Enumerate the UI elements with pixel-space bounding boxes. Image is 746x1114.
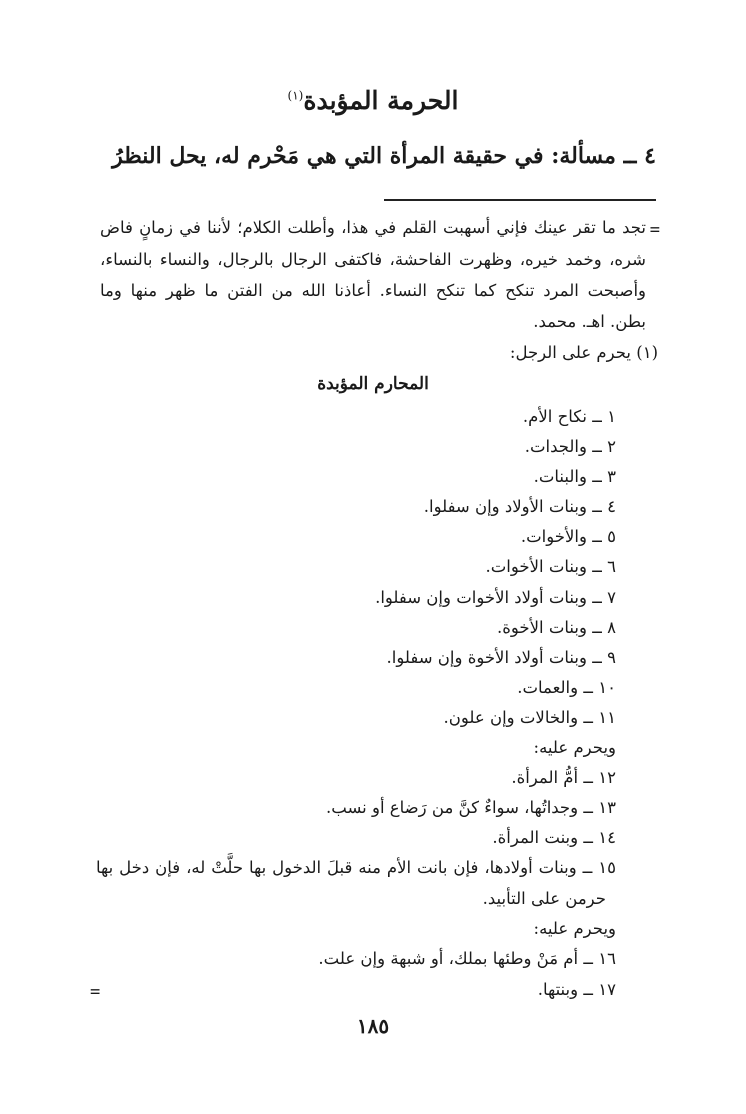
footnote-marker: (١) [636, 343, 658, 362]
section-title-text: الحرمة المؤبدة [303, 86, 459, 115]
list-item: ١٧ ــ وبنتها. [537, 980, 616, 999]
footnote-prev-line-1: تجد ما تقر عينك فإني أسهبت القلم في هذا، وأطلت الكلام؛ لأننا في زمانٍ فاض [100, 218, 646, 237]
title-footnote-ref: (١) [287, 88, 304, 103]
list-item: ١٦ ــ أم مَنْ وطئها بملك، أو شبهة وإن علت. [318, 949, 616, 968]
list-item: ٩ ــ وبنات أولاد الأخوة وإن سفلوا. [386, 648, 616, 667]
list-item: ٧ ــ وبنات أولاد الأخوات وإن سفلوا. [375, 588, 616, 607]
section-title [0, 86, 746, 115]
footnote-intro [510, 343, 658, 362]
question-label: مسألة: [551, 143, 616, 169]
list-item: ١ ــ نكاح الأم. [522, 407, 616, 426]
list-item: ١١ ــ والخالات وإن علون. [443, 708, 616, 727]
continuation-mark-bottom: = [90, 982, 101, 1002]
question-text: في حقيقة المرأة التي هي مَحْرم له، يحل النظرُ [112, 143, 544, 169]
footnote-intro-text: يحرم على الرجل: [509, 343, 631, 362]
list-item: ٨ ــ وبنات الأخوة. [497, 618, 616, 637]
list-item: ١٣ ــ وجداتُها، سواءٌ كنَّ من رَضاع أو نسب. [326, 798, 616, 817]
footnote-prev-line-2: شره، وخمد خيره، وظهرت الفاحشة، فاكتفى الرجال بالرجال، والنساء بالنساء، [100, 250, 646, 269]
list-item-15-line-1: ١٥ ــ وبنات أولادها، فإن بانت الأم منه قبلَ الدخول بها حلَّتْ له، فإن دخل بها [96, 858, 616, 877]
list-item: ١٠ ــ والعمات. [517, 678, 616, 697]
footnote-prev-line-4: بطن. اهـ. محمد. [533, 312, 646, 331]
list-subheading: ويحرم عليه: [533, 738, 616, 757]
list-item: ٢ ــ والجدات. [524, 437, 616, 456]
footnote-prev-line-3: وأصبحت المرد تنكح كما تنكح النساء. أعاذنا الله من الفتن ما ظهر منها وما [100, 281, 646, 300]
list-item: ٣ ــ والبنات. [533, 467, 616, 486]
page-number: ١٨٥ [356, 1014, 390, 1038]
footnote-separator [384, 199, 656, 201]
continuation-mark-top: = [649, 220, 660, 240]
question-heading [96, 143, 656, 169]
list-item: ٥ ــ والأخوات. [520, 527, 616, 546]
footnote-heading: المحارم المؤبدة [317, 374, 429, 394]
list-subheading: ويحرم عليه: [533, 919, 616, 938]
question-number: ٤ ــ [623, 143, 656, 169]
list-item: ١٢ ــ أمُّ المرأة. [511, 768, 616, 787]
list-item: ١٤ ــ وبنت المرأة. [492, 828, 616, 847]
list-item: ٤ ــ وبنات الأولاد وإن سفلوا. [423, 497, 616, 516]
list-item-15-line-2: حرمن على التأبيد. [482, 889, 606, 908]
list-item: ٦ ــ وبنات الأخوات. [485, 557, 616, 576]
